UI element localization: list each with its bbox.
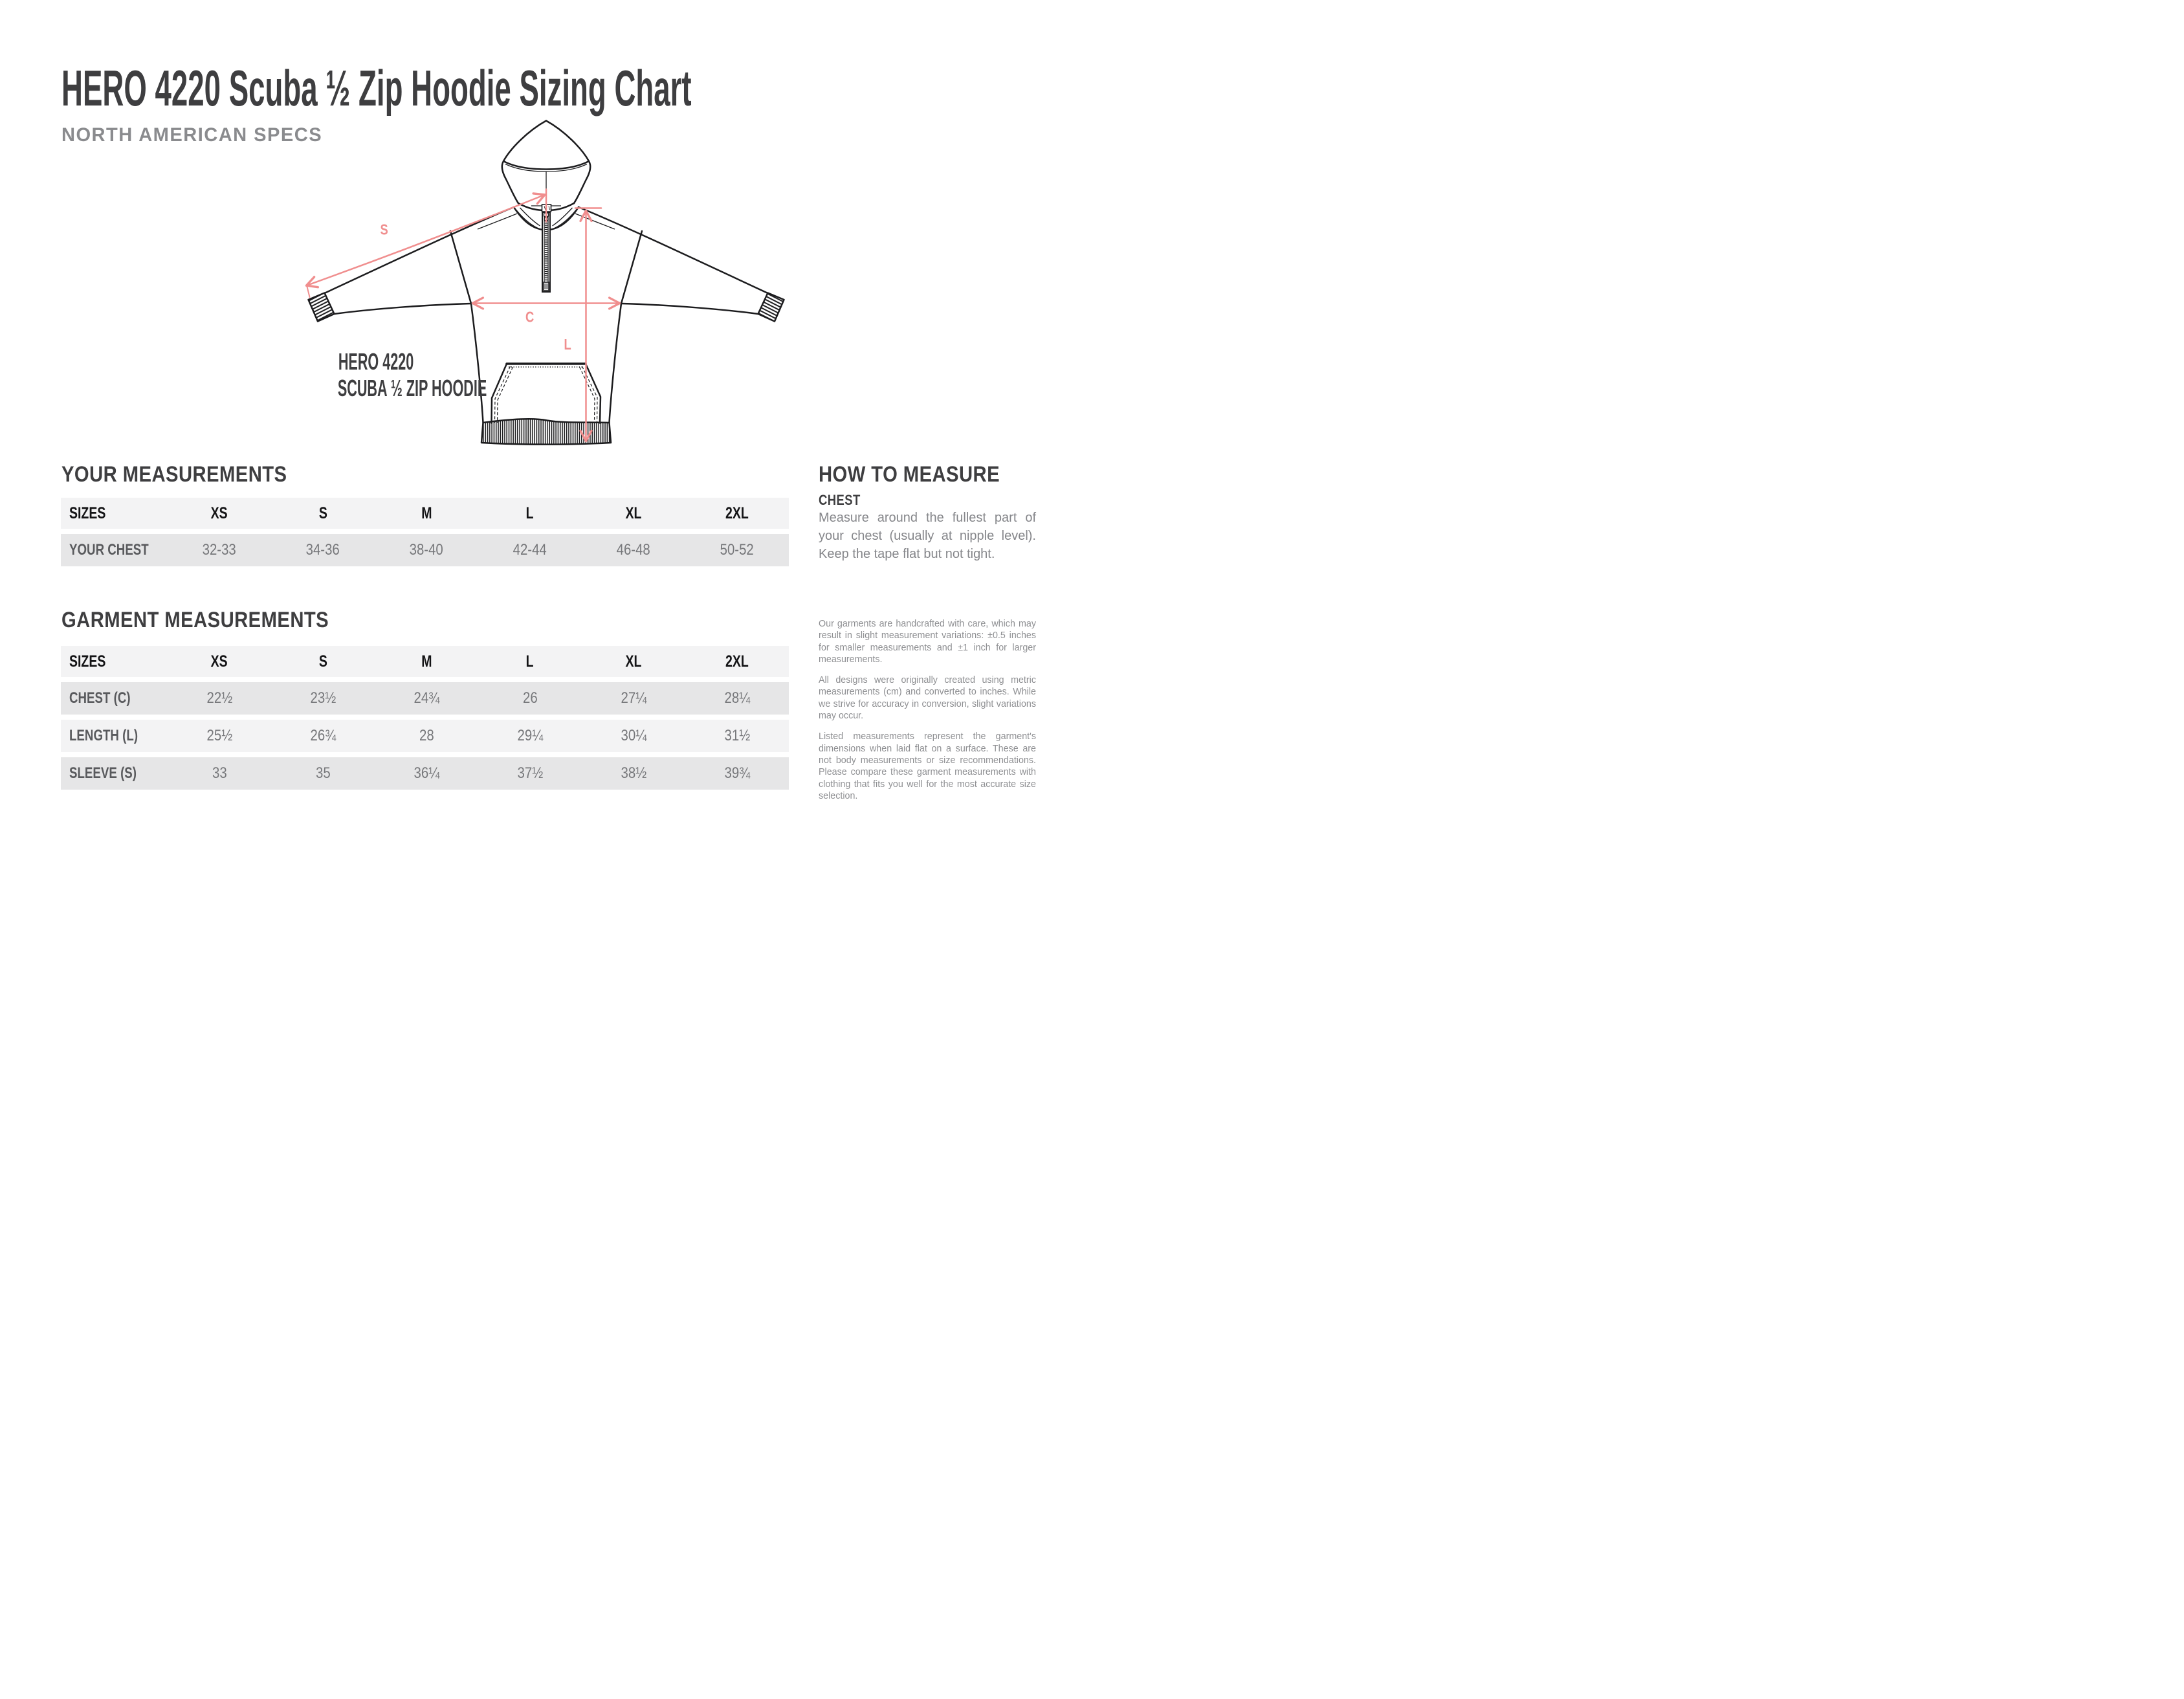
column-header: SIZES [69,504,106,522]
column-header: 2XL [725,652,749,671]
how-to-measure-heading: HOW TO MEASURE [819,462,1000,487]
table-cell: 30¼ [621,727,646,744]
column-header: XS [210,652,228,671]
table-cell: 29¼ [517,727,543,744]
table-cell: 25½ [206,727,232,744]
length-annotation-letter: L [564,336,571,353]
table-cell: 22½ [206,689,232,707]
table-header-row [61,646,789,677]
ribbed-cuffs [309,293,784,322]
table-cell: 38-40 [409,541,444,559]
diagram-caption [288,348,487,403]
how-to-measure-subheading-wrap [819,493,868,508]
table-cell: 36¼ [414,764,439,782]
column-header: S [318,504,327,522]
your-measurements-heading: YOUR MEASUREMENTS [61,462,287,487]
half-zipper [542,212,550,292]
table-cell: 38½ [621,764,646,782]
note-paragraph: Listed measurements represent the garment's dimensions when laid flat on a surface. These are not body measurements or size recommendations. Please compare these garment measurements with clothing that fits you well for the most accurate size selection. [819,731,1036,801]
row-label: LENGTH (L) [69,727,138,744]
your-measurements-heading-wrap [61,463,324,485]
column-header: M [421,652,432,671]
measurement-notes [819,618,1036,811]
sleeve-annotation-letter: S [380,221,388,239]
table-cell: 31½ [724,727,750,744]
table-cell: 28 [419,727,434,744]
table-row-length [61,720,789,752]
row-label: CHEST (C) [69,689,131,707]
table-row-chest [61,682,789,715]
page-subtitle: NORTH AMERICAN SPECS [61,124,323,146]
sleeve-measure-arrow [307,195,545,285]
hoodie-diagram [288,117,793,460]
table-cell: 37½ [517,764,543,782]
table-row [61,534,789,566]
how-to-measure-body: Measure around the fullest part of your chest (usually at nipple level). Keep the tape flat but not tight. [819,511,1036,561]
table-cell: 23½ [310,689,336,707]
table-cell: 46-48 [616,541,651,559]
table-cell: 39¾ [724,764,750,782]
kangaroo-pocket [492,364,601,423]
table-cell: 35 [315,764,331,782]
column-header: XS [210,504,228,522]
table-cell: 50-52 [720,541,755,559]
table-header-row [61,498,789,529]
table-cell: 24¾ [414,689,439,707]
hoodie-technical-drawing-svg [288,117,793,460]
column-header: S [318,652,327,671]
how-to-measure-subheading: CHEST [819,492,861,508]
garment-measurements-heading-wrap [61,609,372,631]
sleeve-arrow-extension [307,285,310,297]
ribbed-hem [481,419,611,444]
row-label: YOUR CHEST [69,541,149,559]
garment-measurements-heading: GARMENT MEASUREMENTS [61,608,329,632]
table-cell: 42-44 [513,541,547,559]
diagram-caption-line1: HERO 4220 [338,348,414,375]
column-header: XL [625,652,642,671]
note-paragraph: All designs were originally created using metric measurements (cm) and converted to inches. While we strive for accuracy in conversion, slight variations may occur. [819,675,1036,722]
table-cell: 32-33 [202,541,237,559]
note-paragraph: Our garments are handcrafted with care, which may result in slight measurement variations: ±0.5 inches for smaller measurements and ±1 inch for larger measurements. [819,619,1036,665]
your-measurements-table [61,498,789,566]
table-cell: 26 [522,689,538,707]
column-header: L [526,652,534,671]
how-to-measure-heading-wrap [819,463,1030,485]
table-cell: 28¼ [724,689,750,707]
chest-annotation-letter: C [525,309,535,326]
table-row-sleeve [61,757,789,790]
diagram-caption-line2: SCUBA ½ ZIP HOODIE [337,375,487,401]
table-cell: 33 [212,764,227,782]
garment-measurements-table [61,646,789,790]
column-header: 2XL [725,504,749,522]
page-header [61,60,1138,117]
table-cell: 26¾ [310,727,336,744]
page-title: HERO 4220 Scuba ½ Zip Hoodie Sizing Chart [61,60,692,117]
column-header: SIZES [69,652,106,671]
column-header: L [526,504,534,522]
row-label: SLEEVE (S) [69,764,137,782]
column-header: M [421,504,432,522]
table-cell: 34-36 [305,541,340,559]
column-header: XL [625,504,642,522]
table-cell: 27¼ [621,689,646,707]
sizing-chart-page [0,0,1092,849]
